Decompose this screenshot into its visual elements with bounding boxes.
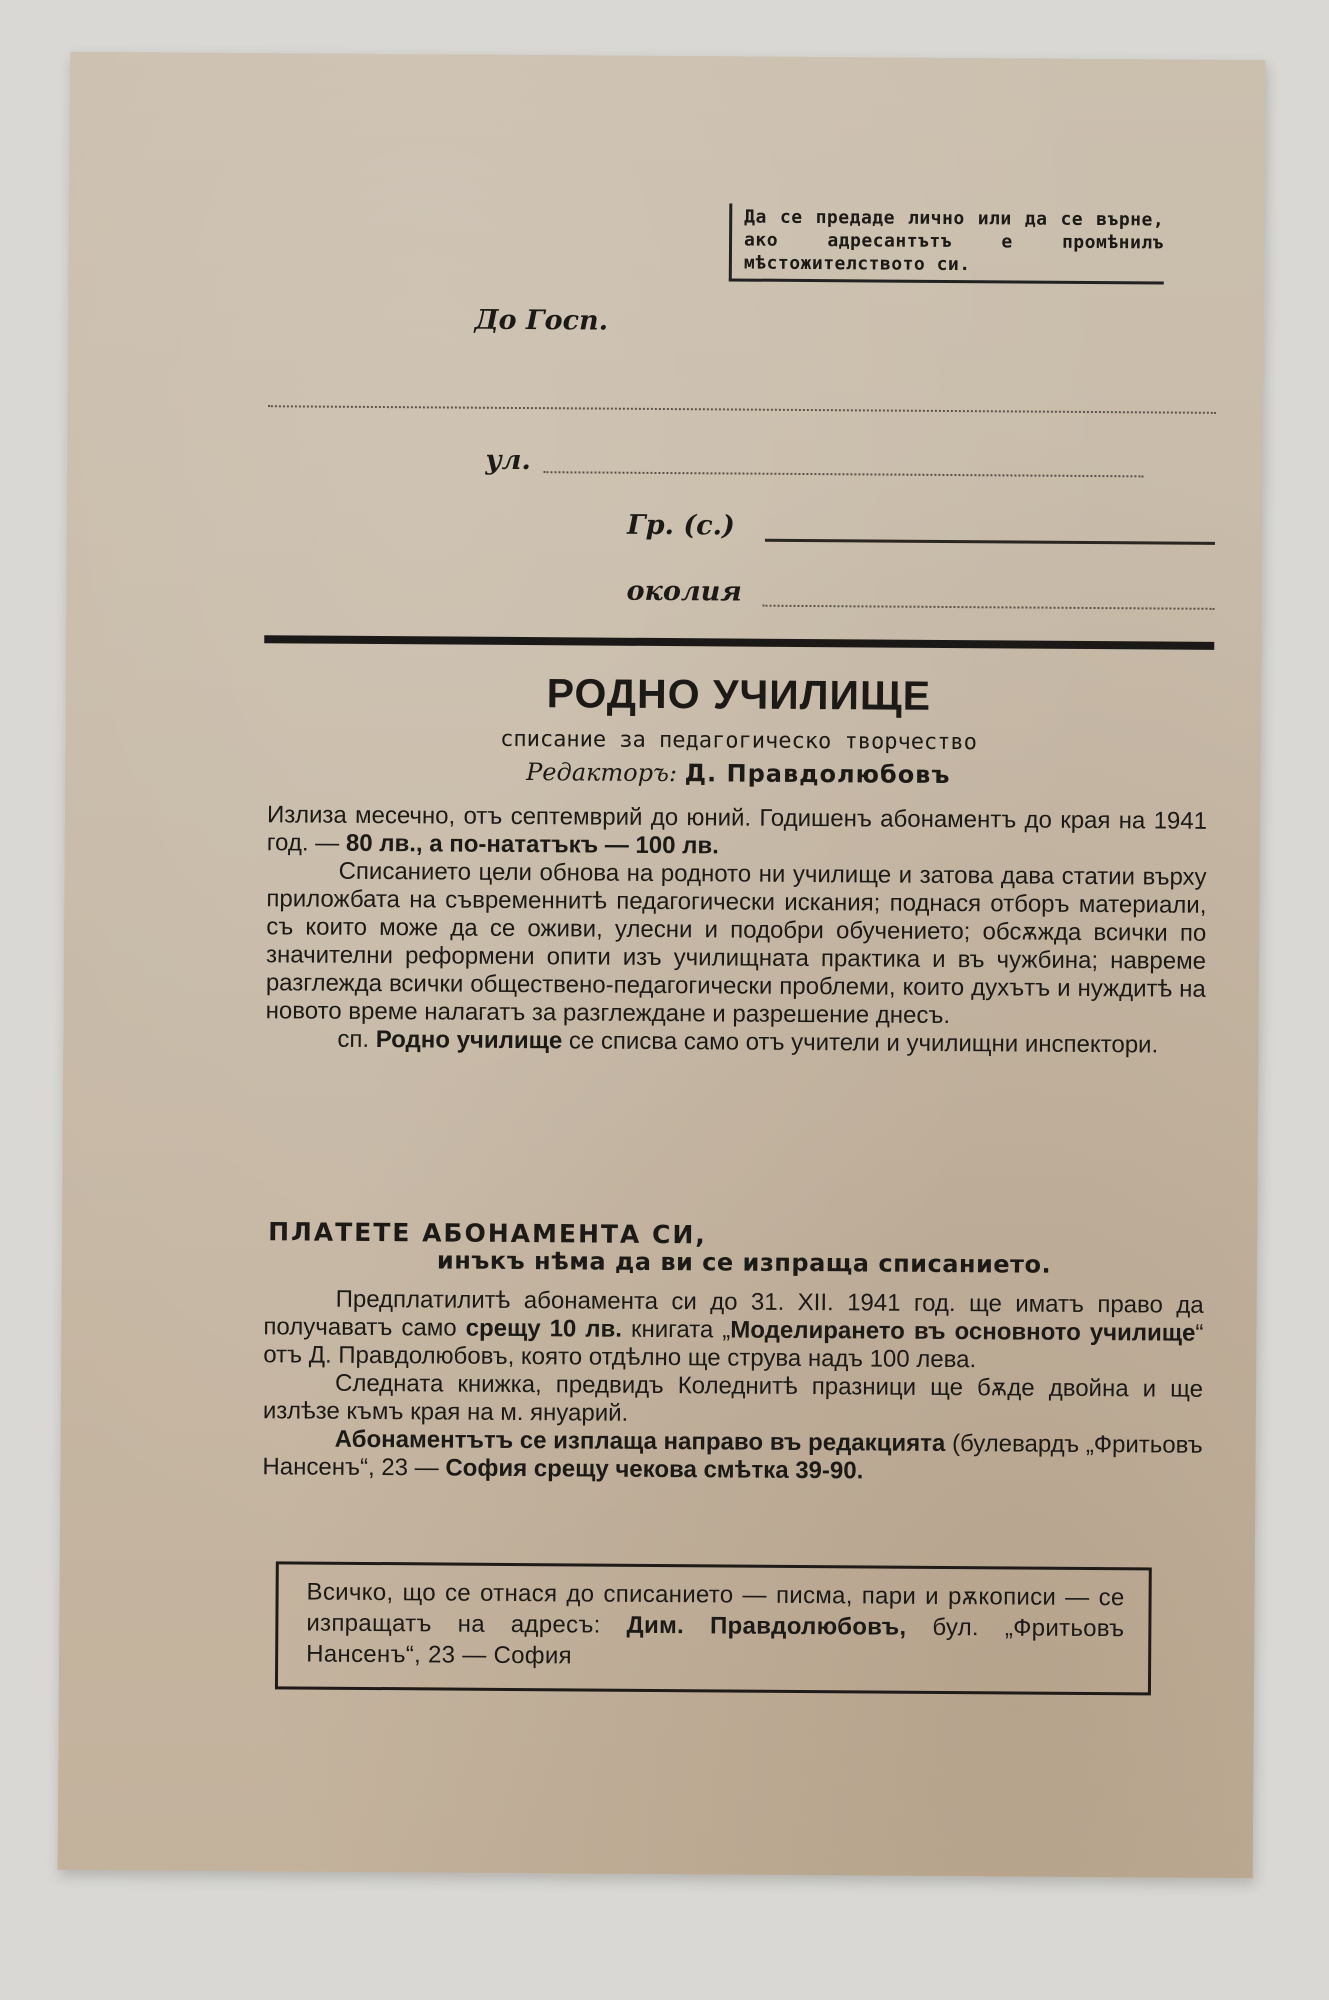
addressee-line [268,405,1216,414]
offer-block [262,1285,1203,1488]
book-offer-paragraph: Предплатилитѣ абонамента си до 31. XII. 1941 год. ще иматъ право да получаватъ само срещу 10 лв. книгата „Моделирането въ основното училище“ отъ Д. Правдолюбовъ, която отдѣлно ще струва надъ 100 лева. [263,1285,1204,1374]
next-issue-paragraph: Следната книжка, предвидъ Коледнитѣ празници ще бѫде двойна и ще излѣзе къмъ края на м. януарий. [262,1369,1204,1427]
book-title: Моделирането въ основното училище [730,1316,1196,1347]
contact-box [275,1561,1152,1695]
magazine-subtitle: списание за педагогическо творчество [500,726,978,756]
subscription-paragraph: Излиза месечно, отъ септемврий до юний. Годишенъ абонаментъ до края на 1941 год. — 80 лв., а по-нататъкъ — 100 лв. [266,801,1208,860]
authors-paragraph: сп. Родно училище се списва само отъ учители и училищни инспектори. [337,1025,1159,1059]
magazine-back-cover [58,52,1266,1878]
town-label: Гр. (с.) [626,509,735,542]
description-block [265,801,1207,1060]
divider-rule [264,635,1214,650]
addressee-label: До Госп. [474,304,609,337]
magazine-name: Родно училище [375,1026,563,1055]
contact-text: Всичко, що се отнася до списанието — писма, пари и рѫкописи — се изпращатъ на адресъ: Дим. Правдолюбовъ, бул. „Фритьовъ Нансенъ“, 23 — София [306,1578,1125,1670]
district-label: околия [626,575,742,608]
street-line [543,471,1143,477]
callout-heading: ПЛАТЕТЕ АБОНАМЕНТА СИ, [268,1217,707,1250]
editor-label: Редакторъ: [526,758,678,788]
payment-paragraph: Абонаментътъ се изплаща направо въ редакцията (булевардъ „Фритьовъ Нансенъ“, 23 — София срещу чекова смѣтка 39-90. [262,1425,1203,1485]
subscription-price: 80 лв., а по-нататъкъ — 100 лв. [345,829,719,860]
mission-paragraph: Списанието цели обнова на родното ни училище и затова дава статии върху приложбата на съвременнитѣ педагогически искания; поднася отборъ материали, съ които може да се оживи, улесни и подобри обучението; обсѫжда всички по значителни реформени опити изъ училищната практика и въ чужбина; навреме разглежда всички обществено-педагогически проблеми, които духътъ и нуждитѣ на новото време налагатъ за разглеждане и разрешение днесъ. [265,857,1207,1030]
contact-name: Дим. Правдолюбовъ, [626,1611,907,1641]
street-label: ул. [485,444,531,477]
editor-line [263,756,1213,791]
town-line [765,539,1215,545]
callout-subheading: инъкъ нѣма да ви се изпраща списанието. [436,1246,1052,1279]
editor-name: Д. Правдолюбовъ [684,759,951,790]
delivery-note: Да се предаде лично или да се върне, ако адресантътъ е промѣнилъ мѣстожителството си. [729,203,1165,284]
district-line [763,605,1215,610]
magazine-title: РОДНО УЧИЛИЩЕ [546,670,932,719]
